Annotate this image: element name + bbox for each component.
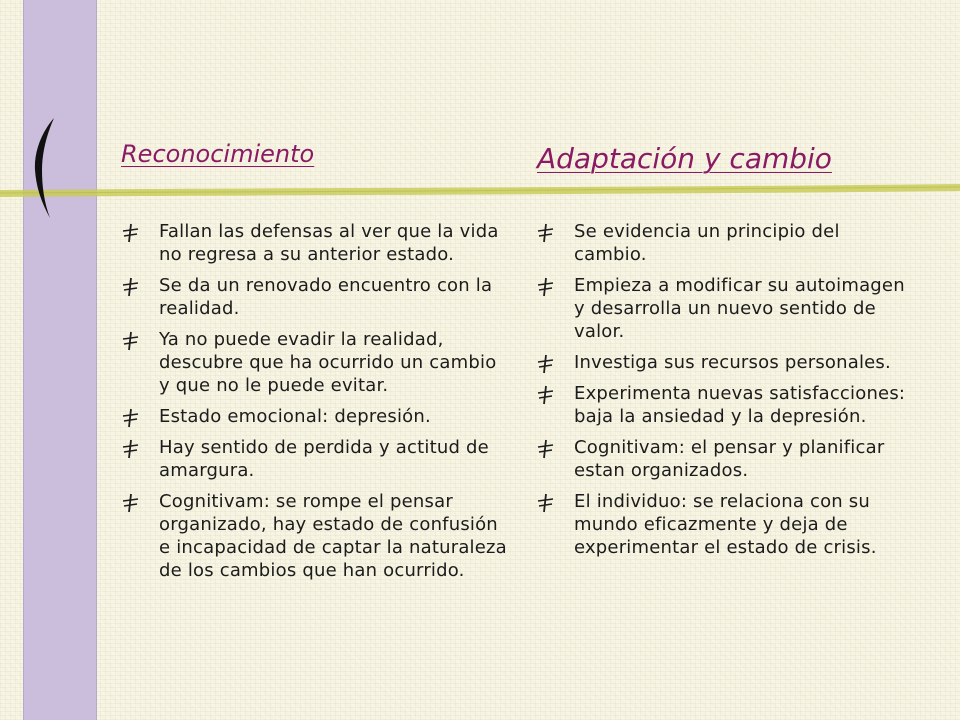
crossed-stroke-bullet-icon bbox=[122, 223, 139, 243]
list-item bbox=[122, 436, 512, 482]
list-item-text: Se evidencia un principio del cambio. bbox=[574, 221, 840, 265]
crossed-stroke-bullet-icon bbox=[537, 223, 554, 243]
left-bullet-list bbox=[122, 220, 512, 590]
right-column-title: Adaptación y cambio bbox=[537, 142, 832, 175]
crossed-stroke-bullet-icon bbox=[122, 408, 139, 428]
list-item-text: Ya no puede evadir la realidad, descubre que ha ocurrido un cambio y que no le puede evitar. bbox=[159, 329, 497, 396]
list-item bbox=[537, 220, 917, 266]
list-item bbox=[122, 490, 512, 582]
list-item bbox=[537, 436, 917, 482]
list-item-text: Investiga sus recursos personales. bbox=[574, 352, 891, 373]
list-item-text: Cognitivam: el pensar y planificar estan organizados. bbox=[574, 437, 885, 481]
crossed-stroke-bullet-icon bbox=[537, 354, 554, 374]
right-bullet-list bbox=[537, 220, 917, 567]
crossed-stroke-bullet-icon bbox=[537, 385, 554, 405]
list-item bbox=[122, 328, 512, 397]
crossed-stroke-bullet-icon bbox=[122, 493, 139, 513]
list-item bbox=[122, 274, 512, 320]
crossed-stroke-bullet-icon bbox=[122, 277, 139, 297]
list-item bbox=[537, 274, 917, 343]
list-item bbox=[537, 382, 917, 428]
left-column-title: Reconocimiento bbox=[121, 140, 315, 168]
list-item bbox=[537, 490, 917, 559]
list-item bbox=[537, 351, 917, 374]
list-item bbox=[122, 405, 512, 428]
decorative-sidebar bbox=[23, 0, 97, 720]
list-item-text: Empieza a modificar su autoimagen y desarrolla un nuevo sentido de valor. bbox=[574, 275, 905, 342]
crossed-stroke-bullet-icon bbox=[122, 439, 139, 459]
crossed-stroke-bullet-icon bbox=[537, 277, 554, 297]
list-item-text: Se da un renovado encuentro con la realidad. bbox=[159, 275, 493, 319]
crossed-stroke-bullet-icon bbox=[537, 439, 554, 459]
list-item-text: Hay sentido de perdida y actitud de amargura. bbox=[159, 437, 489, 481]
list-item-text: Cognitivam: se rompe el pensar organizado, hay estado de confusión e incapacidad de captar la naturaleza de los cambios que han ocurrido. bbox=[159, 491, 507, 581]
list-item-text: El individuo: se relaciona con su mundo eficazmente y deja de experimentar el estado de crisis. bbox=[574, 491, 877, 558]
list-item-text: Experimenta nuevas satisfacciones: baja la ansiedad y la depresión. bbox=[574, 383, 906, 427]
crossed-stroke-bullet-icon bbox=[122, 331, 139, 351]
list-item bbox=[122, 220, 512, 266]
crossed-stroke-bullet-icon bbox=[537, 493, 554, 513]
list-item-text: Fallan las defensas al ver que la vida no regresa a su anterior estado. bbox=[159, 221, 499, 265]
calligraphic-bracket-icon bbox=[30, 116, 64, 221]
list-item-text: Estado emocional: depresión. bbox=[159, 406, 431, 427]
